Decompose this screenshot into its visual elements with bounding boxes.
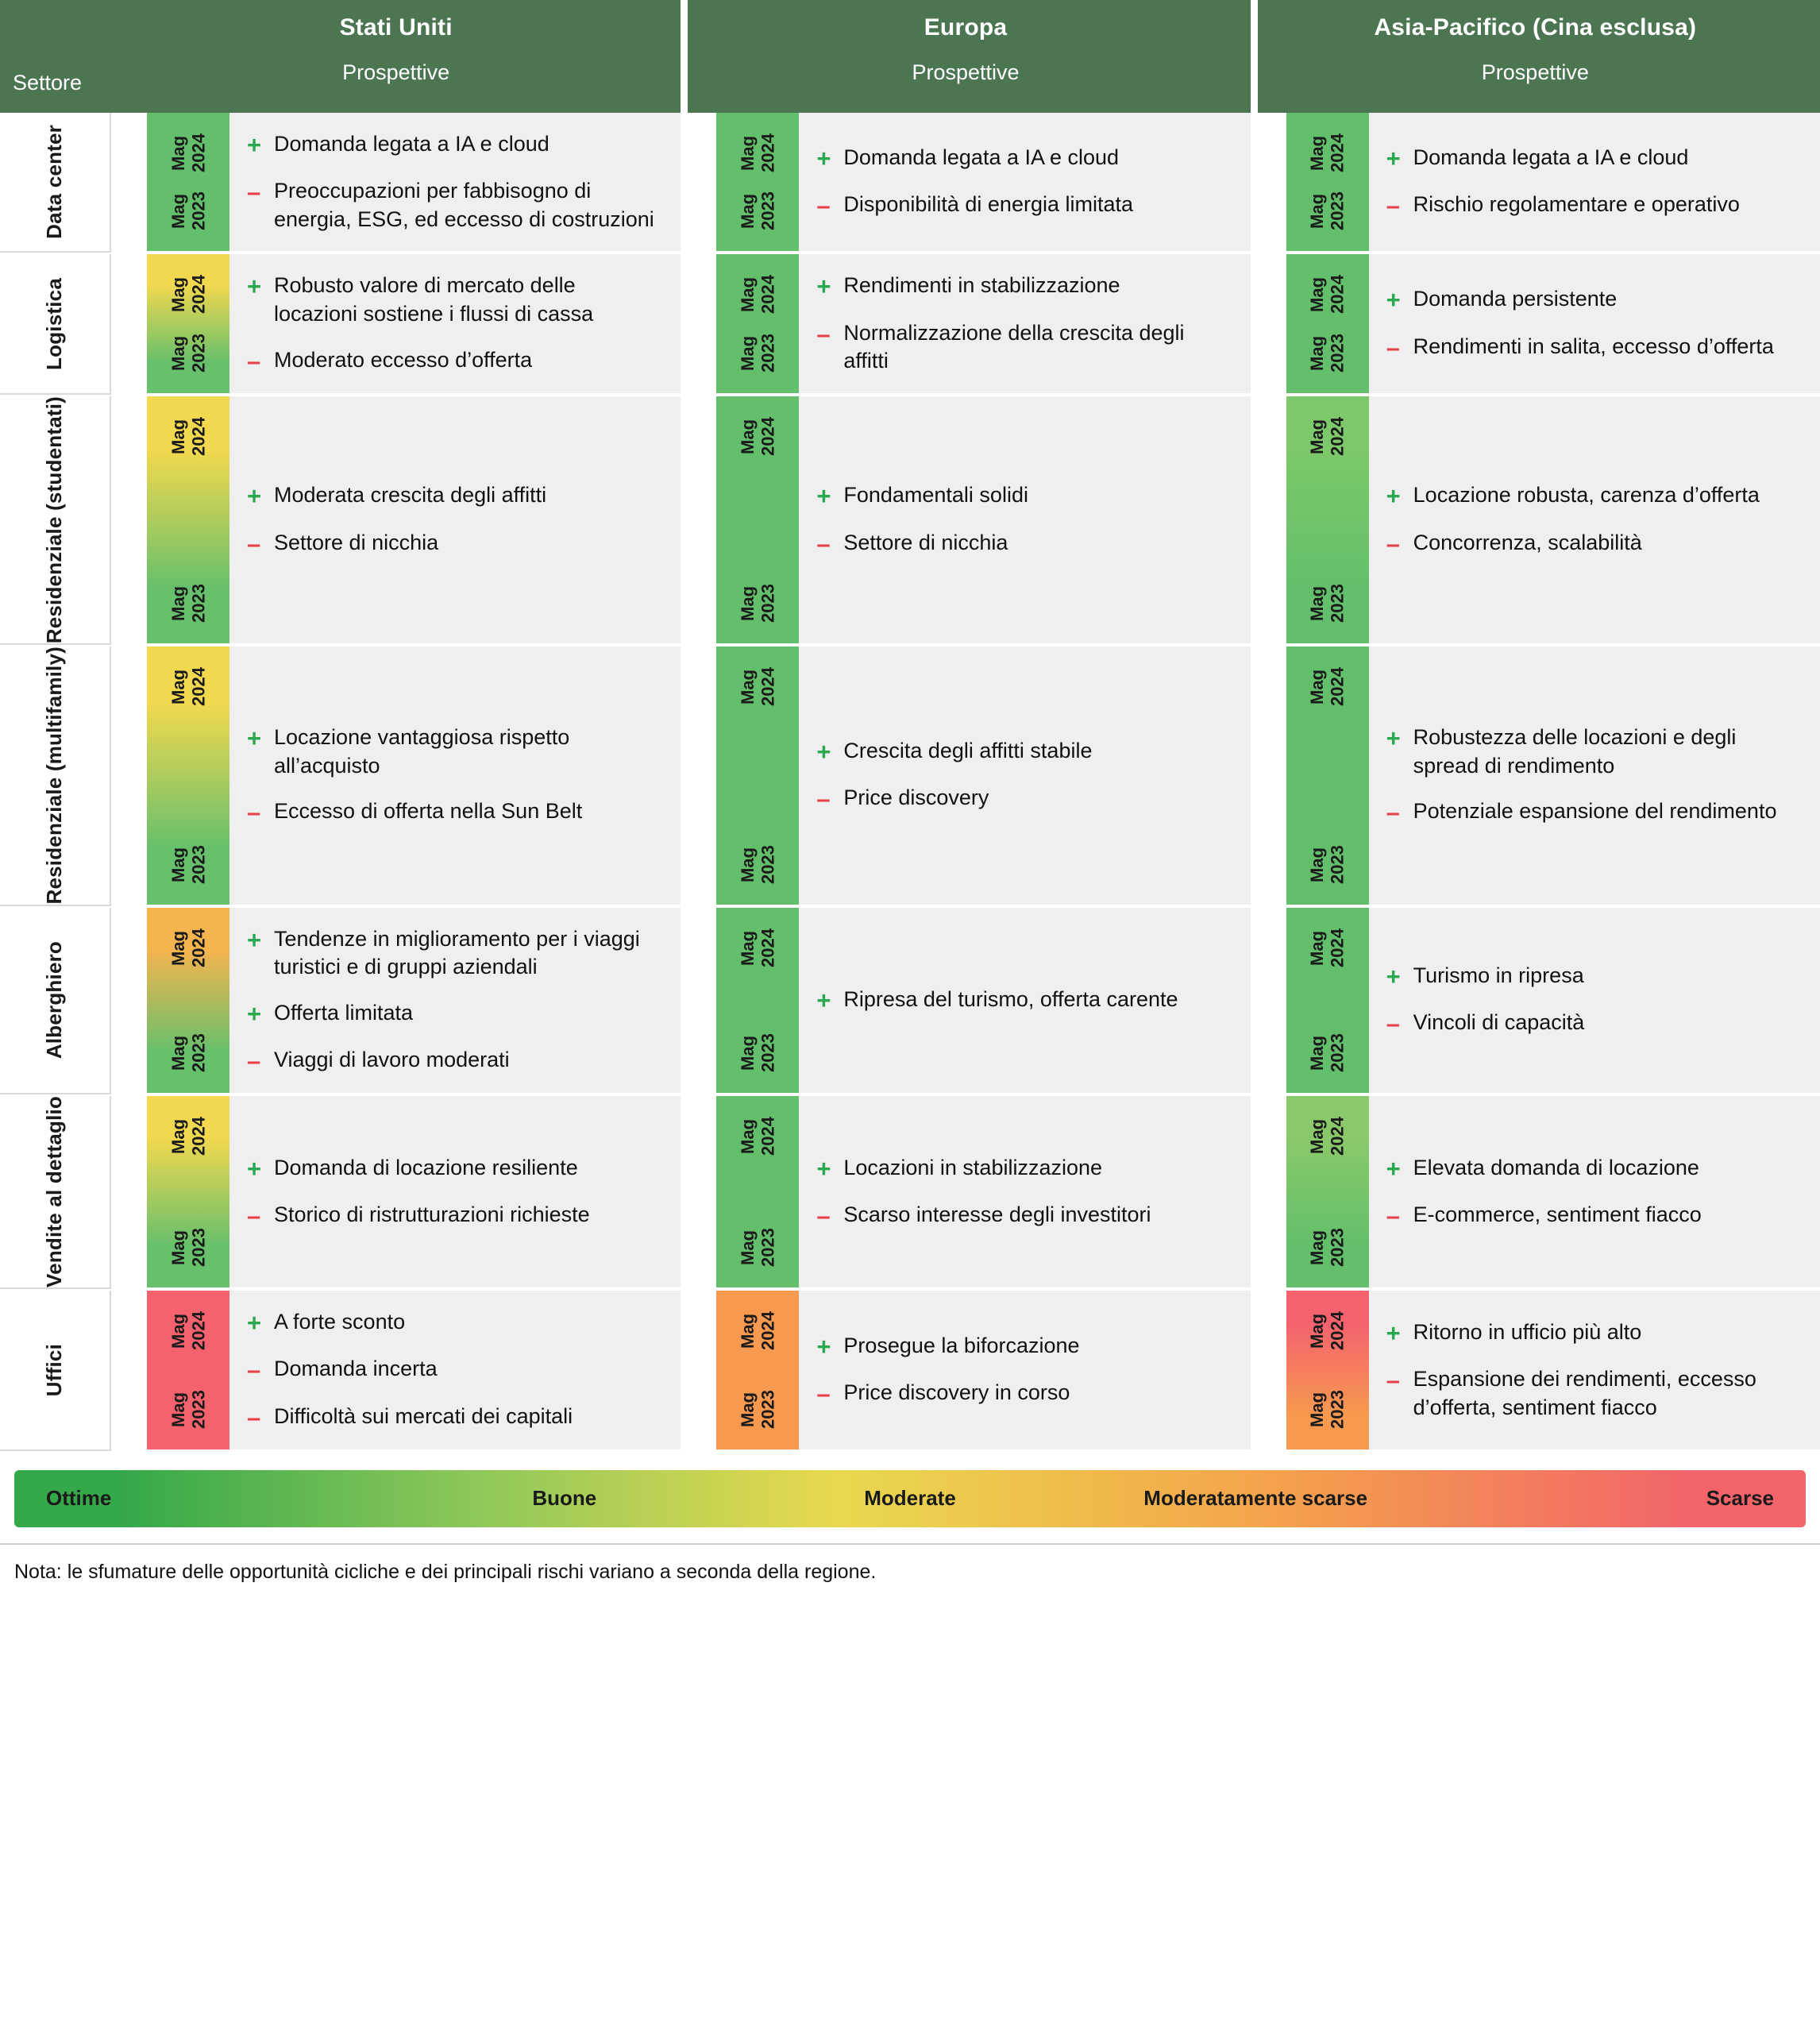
region-cell	[681, 113, 1250, 253]
rating-swatch	[147, 1291, 229, 1449]
rating-tick-current: Mag 2024	[1307, 1311, 1348, 1351]
plus-icon: +	[247, 1309, 262, 1338]
legend-item-scarse: Scarse	[1706, 1486, 1775, 1511]
positive-bullet	[1386, 724, 1799, 780]
outlook-bullet-list	[799, 647, 1250, 905]
cell-gutter	[111, 113, 147, 251]
rating-tick-previous: Mag 2023	[168, 1389, 208, 1429]
positive-bullet	[816, 986, 1229, 1015]
rating-swatch	[716, 113, 799, 251]
bullet-text: Domanda legata a IA e cloud	[843, 145, 1120, 170]
rating-tick-previous: Mag 2023	[1307, 1389, 1348, 1429]
rating-tick-current: Mag 2024	[738, 1117, 778, 1156]
region-cell	[111, 908, 681, 1095]
region-cell	[681, 396, 1250, 645]
plus-icon: +	[1386, 145, 1401, 173]
table-row	[0, 254, 1820, 396]
negative-bullet	[816, 1201, 1229, 1230]
rating-swatch	[147, 908, 229, 1094]
cell-gutter	[1251, 254, 1286, 392]
outlook-bullet-list	[1369, 396, 1820, 643]
outlook-bullet-list	[799, 908, 1250, 1094]
rating-tick-current: Mag 2024	[168, 1117, 208, 1156]
table-header	[0, 0, 1820, 113]
bullet-text: Rendimenti in stabilizzazione	[843, 273, 1120, 298]
negative-bullet	[247, 797, 660, 827]
negative-bullet	[247, 1046, 660, 1075]
rating-tick-previous: Mag 2023	[1307, 191, 1348, 231]
plus-icon: +	[247, 999, 262, 1028]
header-region-title: Stati Uniti	[339, 14, 453, 41]
positive-bullet	[247, 272, 660, 328]
rating-tick-previous: Mag 2023	[738, 1228, 778, 1268]
outlook-bullet-list	[1369, 1291, 1820, 1449]
bullet-text: Settore di nicchia	[843, 530, 1008, 554]
bullet-text: Rendimenti in salita, eccesso d’offerta	[1413, 334, 1774, 358]
bullet-text: Eccesso di offerta nella Sun Belt	[274, 799, 583, 824]
cell-gutter	[1251, 396, 1286, 643]
bullet-text: Domanda persistente	[1413, 287, 1618, 311]
rating-tick-previous: Mag 2023	[1307, 1228, 1348, 1268]
outlook-bullet-list	[799, 254, 1250, 392]
positive-bullet	[247, 481, 660, 511]
outlook-bullet-list	[799, 1291, 1250, 1449]
cell-gutter	[111, 254, 147, 392]
rating-swatch	[1286, 254, 1369, 392]
outlook-bullet-list	[229, 113, 681, 251]
minus-icon: –	[1386, 529, 1400, 558]
negative-bullet	[1386, 1365, 1799, 1422]
sector-cell	[0, 396, 111, 645]
rating-tick-current: Mag 2024	[1307, 275, 1348, 315]
sector-cell	[0, 647, 111, 906]
table-row	[0, 647, 1820, 908]
plus-icon: +	[247, 131, 262, 159]
bullet-text: Domanda legata a IA e cloud	[274, 132, 549, 156]
plus-icon: +	[247, 925, 262, 954]
cell-gutter	[681, 396, 716, 643]
table-row	[0, 396, 1820, 647]
bullet-text: Elevata domanda di locazione	[1413, 1155, 1699, 1179]
sector-label: Vendite al dettaglio	[42, 1096, 67, 1288]
table-row	[0, 908, 1820, 1097]
positive-bullet	[247, 724, 660, 780]
bullet-text: Offerta limitata	[274, 1000, 414, 1025]
plus-icon: +	[1386, 963, 1401, 991]
rating-swatch	[716, 396, 799, 643]
bullet-text: Preoccupazioni per fabbisogno di energia, ESG, ed eccesso di costruzioni	[274, 179, 654, 231]
minus-icon: –	[1386, 191, 1400, 220]
plus-icon: +	[816, 1332, 831, 1361]
rating-swatch	[147, 396, 229, 643]
rating-swatch	[1286, 1096, 1369, 1287]
plus-icon: +	[816, 986, 831, 1014]
plus-icon: +	[816, 738, 831, 766]
rating-tick-current: Mag 2024	[168, 928, 208, 967]
sector-cell	[0, 1291, 111, 1451]
rating-swatch	[716, 254, 799, 392]
rating-tick-previous: Mag 2023	[738, 1389, 778, 1429]
minus-icon: –	[816, 1201, 831, 1229]
sector-cell	[0, 254, 111, 394]
rating-tick-current: Mag 2024	[1307, 1117, 1348, 1156]
sector-label: Uffici	[42, 1343, 67, 1397]
legend-item-moderatamente-scarse: Moderatamente scarse	[1143, 1486, 1368, 1511]
positive-bullet	[247, 130, 660, 160]
bullet-text: Prosegue la biforcazione	[843, 1333, 1080, 1357]
bullet-text: Potenziale espansione del rendimento	[1413, 799, 1777, 824]
region-cell	[1251, 1096, 1820, 1289]
rating-swatch	[716, 647, 799, 905]
header-region-title: Europa	[923, 14, 1008, 41]
negative-bullet	[1386, 191, 1799, 220]
rating-swatch	[1286, 113, 1369, 251]
outlook-bullet-list	[1369, 908, 1820, 1094]
region-cell	[681, 1291, 1250, 1451]
rating-swatch	[1286, 396, 1369, 643]
bullet-text: Turismo in ripresa	[1413, 963, 1584, 988]
outlook-bullet-list	[799, 396, 1250, 643]
bullet-text: Domanda di locazione resiliente	[274, 1155, 578, 1179]
bullet-text: Vincoli di capacità	[1413, 1010, 1585, 1035]
plus-icon: +	[1386, 286, 1401, 315]
rating-tick-current: Mag 2024	[168, 1311, 208, 1351]
rating-tick-current: Mag 2024	[738, 416, 778, 456]
plus-icon: +	[816, 145, 831, 173]
outlook-bullet-list	[799, 1096, 1250, 1287]
outlook-bullet-list	[229, 1096, 681, 1287]
negative-bullet	[816, 784, 1229, 813]
region-cell	[1251, 1291, 1820, 1451]
header-region-subtitle: Prospettive	[1481, 60, 1589, 84]
sector-cell	[0, 113, 111, 253]
minus-icon: –	[816, 319, 831, 348]
negative-bullet	[1386, 1201, 1799, 1230]
bullet-text: Domanda incerta	[274, 1357, 438, 1381]
negative-bullet	[816, 1379, 1229, 1408]
negative-bullet	[816, 529, 1229, 558]
minus-icon: –	[1386, 798, 1400, 827]
bullet-text: Normalizzazione della crescita degli affitti	[843, 320, 1185, 373]
plus-icon: +	[816, 482, 831, 511]
cell-gutter	[1251, 1096, 1286, 1287]
rating-swatch	[1286, 908, 1369, 1094]
plus-icon: +	[1386, 724, 1401, 753]
rating-tick-previous: Mag 2023	[738, 1033, 778, 1073]
minus-icon: –	[1386, 1201, 1400, 1229]
plus-icon: +	[247, 482, 262, 511]
positive-bullet	[247, 1308, 660, 1338]
legend-item-moderate: Moderate	[864, 1486, 956, 1511]
negative-bullet	[1386, 529, 1799, 558]
sector-label: Logistica	[42, 277, 67, 370]
positive-bullet	[1386, 1154, 1799, 1183]
minus-icon: –	[816, 529, 831, 558]
region-cell	[681, 647, 1250, 906]
rating-tick-previous: Mag 2023	[168, 844, 208, 884]
rating-tick-previous: Mag 2023	[738, 333, 778, 373]
header-region-subtitle: Prospettive	[912, 60, 1020, 84]
rating-tick-previous: Mag 2023	[168, 333, 208, 373]
legend-item-ottime: Ottime	[46, 1486, 112, 1511]
positive-bullet	[247, 925, 660, 982]
minus-icon: –	[816, 785, 831, 813]
bullet-text: Concorrenza, scalabilità	[1413, 530, 1642, 554]
region-cell	[681, 1096, 1250, 1289]
sector-label: Residenziale (studentati)	[42, 396, 67, 644]
rating-tick-previous: Mag 2023	[738, 191, 778, 231]
rating-tick-current: Mag 2024	[168, 416, 208, 456]
bullet-text: Robusto valore di mercato delle locazioni sostiene i flussi di cassa	[274, 273, 594, 326]
bullet-text: Locazione vantaggiosa rispetto all’acquisto	[274, 725, 570, 778]
plus-icon: +	[1386, 482, 1401, 511]
minus-icon: –	[247, 1047, 261, 1075]
rating-tick-previous: Mag 2023	[168, 1033, 208, 1073]
rating-tick-previous: Mag 2023	[1307, 844, 1348, 884]
bullet-text: Rischio regolamentare e operativo	[1413, 192, 1740, 217]
sector-label: Alberghiero	[42, 941, 67, 1060]
bullet-text: Price discovery	[843, 786, 989, 810]
region-cell	[1251, 908, 1820, 1095]
region-cell	[1251, 254, 1820, 394]
positive-bullet	[1386, 285, 1799, 315]
positive-bullet	[247, 999, 660, 1029]
negative-bullet	[247, 529, 660, 558]
minus-icon: –	[1386, 1365, 1400, 1394]
bullet-text: Scarso interesse degli investitori	[843, 1202, 1151, 1226]
bullet-text: Locazione robusta, carenza d’offerta	[1413, 483, 1760, 508]
bullet-text: Domanda legata a IA e cloud	[1413, 145, 1689, 170]
region-cell	[1251, 647, 1820, 906]
bullet-text: Robustezza delle locazioni e degli spread di rendimento	[1413, 725, 1737, 778]
plus-icon: +	[1386, 1154, 1401, 1183]
negative-bullet	[247, 346, 660, 376]
region-cell	[1251, 113, 1820, 253]
negative-bullet	[1386, 333, 1799, 362]
cell-gutter	[111, 396, 147, 643]
plus-icon: +	[816, 1154, 831, 1183]
cell-gutter	[1251, 908, 1286, 1094]
rating-swatch	[716, 1096, 799, 1287]
bullet-text: Storico di ristrutturazioni richieste	[274, 1202, 590, 1226]
rating-tick-current: Mag 2024	[1307, 667, 1348, 707]
negative-bullet	[816, 191, 1229, 220]
positive-bullet	[816, 1154, 1229, 1183]
rating-tick-current: Mag 2024	[1307, 416, 1348, 456]
rating-tick-current: Mag 2024	[738, 1311, 778, 1351]
bullet-text: Viaggi di lavoro moderati	[274, 1048, 510, 1072]
rating-tick-previous: Mag 2023	[738, 584, 778, 623]
bullet-text: Locazioni in stabilizzazione	[843, 1155, 1103, 1179]
rating-tick-current: Mag 2024	[738, 275, 778, 315]
plus-icon: +	[247, 272, 262, 301]
cell-gutter	[681, 254, 716, 392]
region-cell	[111, 254, 681, 394]
cell-gutter	[681, 908, 716, 1094]
minus-icon: –	[247, 178, 261, 207]
plus-icon: +	[816, 272, 831, 301]
positive-bullet	[816, 1332, 1229, 1361]
cell-gutter	[111, 1096, 147, 1287]
bullet-text: Difficoltà sui mercati dei capitali	[274, 1403, 573, 1428]
cell-gutter	[681, 113, 716, 251]
minus-icon: –	[1386, 1009, 1400, 1038]
sector-cell	[0, 908, 111, 1095]
plus-icon: +	[247, 724, 262, 753]
header-region-title: Asia-Pacifico (Cina esclusa)	[1374, 14, 1697, 41]
minus-icon: –	[247, 1403, 261, 1431]
outlook-bullet-list	[799, 113, 1250, 251]
rating-tick-current: Mag 2024	[738, 133, 778, 172]
header-region-europe	[681, 0, 1250, 113]
header-sector-label: Settore	[13, 71, 83, 95]
positive-bullet	[1386, 144, 1799, 173]
negative-bullet	[247, 1403, 660, 1432]
region-cell	[111, 396, 681, 645]
region-cell	[681, 908, 1250, 1095]
plus-icon: +	[247, 1154, 262, 1183]
outlook-bullet-list	[1369, 647, 1820, 905]
rating-swatch	[716, 908, 799, 1094]
bullet-text: Crescita degli affitti stabile	[843, 739, 1093, 763]
cell-gutter	[1251, 1291, 1286, 1449]
rating-swatch	[1286, 647, 1369, 905]
minus-icon: –	[247, 798, 261, 827]
rating-tick-previous: Mag 2023	[168, 1228, 208, 1268]
cell-gutter	[111, 1291, 147, 1449]
cell-gutter	[681, 1096, 716, 1287]
negative-bullet	[1386, 797, 1799, 827]
positive-bullet	[816, 737, 1229, 766]
minus-icon: –	[1386, 333, 1400, 361]
bullet-text: Settore di nicchia	[274, 530, 439, 554]
sector-cell	[0, 1096, 111, 1289]
rating-tick-current: Mag 2024	[1307, 928, 1348, 967]
outlook-bullet-list	[229, 254, 681, 392]
region-cell	[111, 647, 681, 906]
bullet-text: Price discovery in corso	[843, 1380, 1070, 1404]
rating-tick-previous: Mag 2023	[168, 584, 208, 623]
outlook-bullet-list	[229, 396, 681, 643]
rating-tick-previous: Mag 2023	[1307, 584, 1348, 623]
positive-bullet	[816, 481, 1229, 511]
rating-swatch	[1286, 1291, 1369, 1449]
sector-matrix	[0, 113, 1820, 1453]
minus-icon: –	[247, 529, 261, 558]
minus-icon: –	[247, 346, 261, 375]
rating-tick-current: Mag 2024	[168, 133, 208, 172]
header-region-apac	[1251, 0, 1820, 113]
region-cell	[111, 1291, 681, 1451]
positive-bullet	[1386, 481, 1799, 511]
rating-tick-previous: Mag 2023	[1307, 1033, 1348, 1073]
rating-swatch	[147, 647, 229, 905]
legend-item-buone: Buone	[532, 1486, 597, 1511]
cell-gutter	[1251, 113, 1286, 251]
rating-tick-previous: Mag 2023	[168, 191, 208, 231]
negative-bullet	[247, 1201, 660, 1230]
outlook-bullet-list	[229, 1291, 681, 1449]
cell-gutter	[1251, 647, 1286, 905]
legend-wrapper	[0, 1453, 1820, 1527]
minus-icon: –	[247, 1201, 261, 1229]
region-cell	[111, 113, 681, 253]
region-cell	[681, 254, 1250, 394]
negative-bullet	[1386, 1009, 1799, 1038]
rating-swatch	[147, 113, 229, 251]
positive-bullet	[247, 1154, 660, 1183]
region-cell	[1251, 396, 1820, 645]
bullet-text: Fondamentali solidi	[843, 483, 1028, 508]
positive-bullet	[816, 144, 1229, 173]
bullet-text: Espansione dei rendimenti, eccesso d’offerta, sentiment fiacco	[1413, 1366, 1756, 1419]
negative-bullet	[816, 319, 1229, 376]
rating-tick-current: Mag 2024	[168, 667, 208, 707]
header-region-subtitle: Prospettive	[342, 60, 450, 84]
outlook-bullet-list	[1369, 254, 1820, 392]
sector-label: Residenziale (multifamily)	[42, 647, 67, 905]
rating-swatch	[147, 1096, 229, 1287]
negative-bullet	[247, 1355, 660, 1384]
sector-label: Data center	[42, 125, 67, 240]
bullet-text: Disponibilità di energia limitata	[843, 192, 1134, 217]
cell-gutter	[111, 647, 147, 905]
bullet-text: A forte sconto	[274, 1310, 406, 1334]
outlook-bullet-list	[1369, 1096, 1820, 1287]
plus-icon: +	[1386, 1318, 1401, 1347]
cell-gutter	[681, 1291, 716, 1449]
table-row	[0, 1096, 1820, 1291]
positive-bullet	[816, 272, 1229, 301]
outlook-bullet-list	[229, 908, 681, 1094]
rating-tick-current: Mag 2024	[168, 275, 208, 315]
footnote: Nota: le sfumature delle opportunità cicliche e dei principali rischi variano a seconda della regione.	[0, 1543, 1820, 1596]
rating-tick-current: Mag 2024	[738, 667, 778, 707]
rating-swatch	[716, 1291, 799, 1449]
rating-swatch	[147, 254, 229, 392]
minus-icon: –	[247, 1356, 261, 1384]
minus-icon: –	[816, 1380, 831, 1407]
rating-tick-previous: Mag 2023	[738, 844, 778, 884]
bullet-text: E-commerce, sentiment fiacco	[1413, 1202, 1702, 1226]
table-row	[0, 113, 1820, 254]
region-cell	[111, 1096, 681, 1289]
rating-tick-current: Mag 2024	[1307, 133, 1348, 172]
minus-icon: –	[816, 191, 831, 220]
header-region-us	[111, 0, 681, 113]
bullet-text: Moderata crescita degli affitti	[274, 483, 547, 508]
outlook-bullet-list	[1369, 113, 1820, 251]
legend-scale	[14, 1470, 1806, 1527]
bullet-text: Tendenze in miglioramento per i viaggi turistici e di gruppi aziendali	[274, 926, 640, 979]
bullet-text: Ripresa del turismo, offerta carente	[843, 986, 1178, 1011]
bullet-text: Ritorno in ufficio più alto	[1413, 1319, 1642, 1344]
outlook-bullet-list	[229, 647, 681, 905]
positive-bullet	[1386, 962, 1799, 991]
positive-bullet	[1386, 1318, 1799, 1348]
table-row	[0, 1291, 1820, 1453]
cell-gutter	[111, 908, 147, 1094]
cell-gutter	[681, 647, 716, 905]
rating-tick-previous: Mag 2023	[1307, 333, 1348, 373]
negative-bullet	[247, 177, 660, 234]
rating-tick-current: Mag 2024	[738, 928, 778, 967]
bullet-text: Moderato eccesso d’offerta	[274, 347, 533, 372]
